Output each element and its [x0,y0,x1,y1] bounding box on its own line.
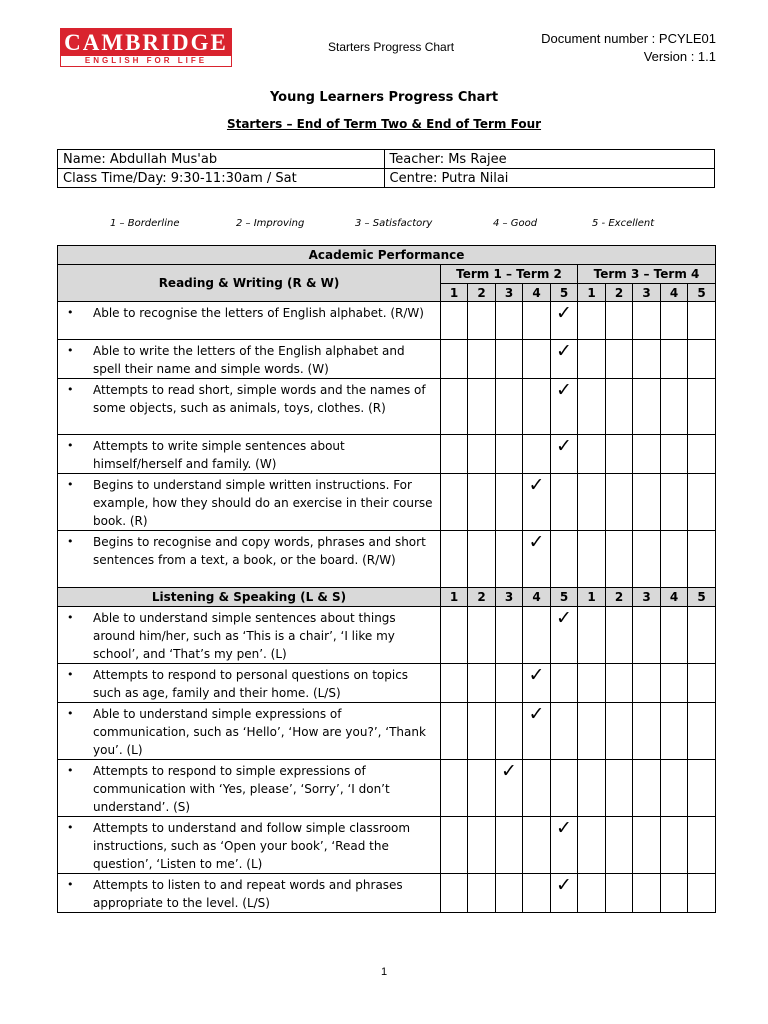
legend-item: 4 – Good [493,218,538,229]
class-time-value: 9:30-11:30am / Sat [170,170,297,186]
score-cell [468,379,496,435]
score-cell [606,874,633,913]
criterion-cell [58,607,441,664]
term-1-2-heading: Term 1 – Term 2 [441,265,578,284]
score-cell [468,474,496,531]
score-cell [468,874,496,913]
criterion-text: Attempts to write simple sentences about himself/herself and family. (W) [93,439,345,471]
header-doc-info [541,30,716,66]
score-cell [633,379,661,435]
score-cell [688,817,716,874]
score-cell [441,607,468,664]
legend-item: 2 – Improving [236,218,305,229]
criterion-cell [58,817,441,874]
logo-tagline: ENGLISH FOR LIFE [84,56,208,65]
criterion [67,342,436,378]
check-icon: ✓ [556,607,572,629]
score-cell [551,607,578,664]
score-cell [496,874,523,913]
score-cell [551,703,578,760]
bullet-icon: • [67,306,74,319]
check-icon: ✓ [528,474,545,496]
score-cell [496,474,523,531]
score-label: 5 [688,284,716,302]
score-cell [606,379,633,435]
score-label: 4 [661,588,688,607]
check-icon: ✓ [556,379,572,401]
criterion-cell [58,760,441,817]
criterion-text: Able to understand simple expressions of communication, such as ‘Hello’, ‘How are you?’, ‘Thank you’. (L) [93,707,426,757]
section-header-row [58,265,716,284]
score-cell [523,302,551,340]
section-title: Listening & Speaking (L & S) [58,588,441,607]
score-cell [496,817,523,874]
score-cell [578,703,606,760]
score-cell [551,874,578,913]
table-row [58,703,716,760]
legend-item: 1 – Borderline [110,218,180,229]
score-cell [606,760,633,817]
criterion-cell [58,435,441,474]
score-cell [661,340,688,379]
criterion-text: Able to understand simple sentences about things around him/her, such as ‘This is a chair’, ‘I like my school’, and ‘That’s my pen’. (L) [93,611,396,661]
score-cell [633,531,661,588]
bullet-icon: • [67,439,74,452]
criterion-cell [58,874,441,913]
section-header-row [58,588,716,607]
score-cell [523,874,551,913]
score-label: 5 [688,588,716,607]
score-cell [578,607,606,664]
score-label: 4 [523,284,551,302]
legend-item: 5 - Excellent [592,218,655,229]
score-label: 3 [633,588,661,607]
score-cell [633,474,661,531]
criterion [67,381,436,417]
score-label: 5 [551,588,578,607]
centre-cell [384,169,715,188]
score-cell [441,703,468,760]
logo-wordmark: CAMBRIDGE [61,29,231,56]
score-cell [551,474,578,531]
criterion [67,705,436,759]
score-cell [661,703,688,760]
bullet-icon: • [67,707,74,720]
bullet-icon: • [67,383,74,396]
table-row [58,607,716,664]
page-subtitle: Starters – End of Term Two & End of Term Four [226,117,542,131]
term-3-4-heading: Term 3 – Term 4 [578,265,716,284]
class-time-cell [58,169,385,188]
score-cell [661,435,688,474]
score-cell [441,340,468,379]
check-icon: ✓ [528,703,545,725]
score-cell [496,435,523,474]
score-cell [661,474,688,531]
criterion [67,876,436,912]
score-cell [578,817,606,874]
score-cell [468,302,496,340]
header-doc-title: Starters Progress Chart [328,40,455,54]
criterion-cell [58,340,441,379]
score-label: 4 [523,588,551,607]
score-cell [688,379,716,435]
criterion-cell [58,664,441,703]
score-cell [578,302,606,340]
check-icon: ✓ [528,531,545,553]
check-icon: ✓ [556,435,572,457]
score-cell [496,302,523,340]
criterion [67,609,436,663]
score-cell [496,703,523,760]
table-row [58,817,716,874]
score-cell [661,760,688,817]
criterion [67,533,436,569]
bullet-icon: • [67,535,74,548]
score-cell [633,760,661,817]
score-label: 2 [468,588,496,607]
score-cell [496,607,523,664]
table-row [58,474,716,531]
centre-label: Centre: [389,170,438,186]
score-cell [496,760,523,817]
score-cell [578,874,606,913]
table-row [58,435,716,474]
table-row [58,302,716,340]
student-info-table [57,149,715,188]
score-cell [441,760,468,817]
criterion-cell [58,302,441,340]
cambridge-logo [60,28,232,67]
score-cell [633,817,661,874]
score-cell [633,302,661,340]
section-title: Reading & Writing (R & W) [58,265,441,302]
score-cell [688,474,716,531]
score-cell [441,531,468,588]
criterion-text: Attempts to understand and follow simple classroom instructions, such as ‘Open your book’, ‘Read the question’, ‘Listen to me’. (L) [93,821,411,871]
score-cell [606,474,633,531]
name-cell [58,150,385,169]
criterion [67,762,436,816]
criterion-cell [58,379,441,435]
score-cell [661,302,688,340]
score-cell [606,435,633,474]
criterion-cell [58,531,441,588]
table-row [58,531,716,588]
teacher-label: Teacher: [389,151,445,167]
page-number: 1 [380,966,388,978]
score-cell [551,435,578,474]
score-cell [523,760,551,817]
criterion [67,304,436,322]
score-label: 5 [551,284,578,302]
score-label: 2 [606,588,633,607]
version-label: Version : 1.1 [643,49,716,64]
score-cell [551,531,578,588]
score-cell [441,435,468,474]
score-cell [468,607,496,664]
name-value: Abdullah Mus'ab [109,151,218,167]
score-cell [606,607,633,664]
score-cell [688,531,716,588]
criterion-text: Attempts to respond to personal questions on topics such as age, family and their home. (L/S) [93,668,409,700]
score-cell [468,531,496,588]
score-label: 3 [633,284,661,302]
criterion-text: Attempts to respond to simple expressions of communication with ‘Yes, please’, ‘Sorry’, ‘I don’t understand’. (S) [93,764,390,814]
centre-value: Putra Nilai [441,170,509,186]
score-cell [468,664,496,703]
score-cell [688,874,716,913]
score-cell [496,531,523,588]
table-row [58,340,716,379]
score-cell [441,474,468,531]
score-cell [523,340,551,379]
score-cell [496,340,523,379]
score-cell [606,664,633,703]
score-cell [688,435,716,474]
score-cell [661,817,688,874]
score-cell [523,531,551,588]
score-label: 1 [578,588,606,607]
score-cell [633,435,661,474]
bullet-icon: • [67,821,74,834]
score-cell [661,607,688,664]
criterion-text: Begins to understand simple written instructions. For example, how they should do an exercise in their course book. (R) [93,478,433,528]
score-label: 4 [661,284,688,302]
check-icon: ✓ [556,340,572,362]
progress-table [57,245,716,913]
score-cell [606,703,633,760]
score-cell [661,874,688,913]
score-cell [578,435,606,474]
score-cell [661,664,688,703]
score-cell [661,379,688,435]
score-cell [441,874,468,913]
score-cell [523,379,551,435]
criterion-text: Able to recognise the letters of English alphabet. (R/W) [93,306,424,320]
score-cell [633,664,661,703]
bullet-icon: • [67,478,74,491]
criterion [67,476,436,530]
score-cell [441,302,468,340]
criterion-cell [58,474,441,531]
score-cell [551,817,578,874]
score-cell [551,760,578,817]
legend-item: 3 – Satisfactory [355,218,433,229]
score-label: 2 [468,284,496,302]
score-cell [606,340,633,379]
bullet-icon: • [67,764,74,777]
score-cell [606,531,633,588]
score-cell [551,302,578,340]
class-time-label: Class Time/Day: [63,170,167,186]
table-row [58,874,716,913]
score-cell [523,703,551,760]
score-label: 1 [441,588,468,607]
bullet-icon: • [67,611,74,624]
score-cell [606,817,633,874]
score-cell [496,664,523,703]
bullet-icon: • [67,878,74,891]
score-cell [441,379,468,435]
score-cell [551,340,578,379]
score-cell [468,340,496,379]
check-icon: ✓ [556,302,572,324]
score-cell [523,664,551,703]
bullet-icon: • [67,668,74,681]
criterion-cell [58,703,441,760]
score-cell [496,379,523,435]
table-row [58,760,716,817]
academic-performance-heading: Academic Performance [58,246,716,265]
bullet-icon: • [67,344,74,357]
check-icon: ✓ [556,874,572,896]
score-cell [578,664,606,703]
score-cell [523,474,551,531]
criterion-text: Begins to recognise and copy words, phrases and short sentences from a text, a book, or the board. (R/W) [93,535,426,567]
score-cell [688,302,716,340]
criterion [67,819,436,873]
score-label: 1 [578,284,606,302]
criterion-text: Attempts to listen to and repeat words and phrases appropriate to the level. (L/S) [93,878,403,910]
check-icon: ✓ [556,817,572,839]
score-cell [633,703,661,760]
score-cell [578,340,606,379]
score-label: 3 [496,284,523,302]
criterion-text: Attempts to read short, simple words and the names of some objects, such as animals, toys, clothes. (R) [93,383,426,415]
score-cell [606,302,633,340]
score-cell [661,531,688,588]
score-label: 1 [441,284,468,302]
score-cell [688,664,716,703]
score-cell [523,817,551,874]
score-cell [688,340,716,379]
score-cell [551,379,578,435]
score-cell [578,379,606,435]
score-cell [688,607,716,664]
name-label: Name: [63,151,106,167]
check-icon: ✓ [501,760,517,782]
score-cell [578,474,606,531]
score-cell [633,874,661,913]
score-label: 2 [606,284,633,302]
score-cell [523,607,551,664]
score-cell [468,703,496,760]
score-cell [688,703,716,760]
score-label: 3 [496,588,523,607]
table-row [58,379,716,435]
score-cell [441,664,468,703]
page-title: Young Learners Progress Chart [269,90,499,105]
score-cell [468,817,496,874]
criterion [67,437,436,473]
score-cell [578,531,606,588]
teacher-cell [384,150,715,169]
document-number: Document number : PCYLE01 [541,31,716,46]
criterion [67,666,436,702]
score-cell [468,760,496,817]
score-cell [578,760,606,817]
criterion-text: Able to write the letters of the English alphabet and spell their name and simple words. (W) [93,344,405,376]
score-cell [468,435,496,474]
score-cell [523,435,551,474]
check-icon: ✓ [528,664,545,686]
score-cell [633,607,661,664]
teacher-value: Ms Rajee [448,151,507,167]
score-cell [551,664,578,703]
score-cell [633,340,661,379]
table-row [58,664,716,703]
score-cell [688,760,716,817]
score-cell [441,817,468,874]
